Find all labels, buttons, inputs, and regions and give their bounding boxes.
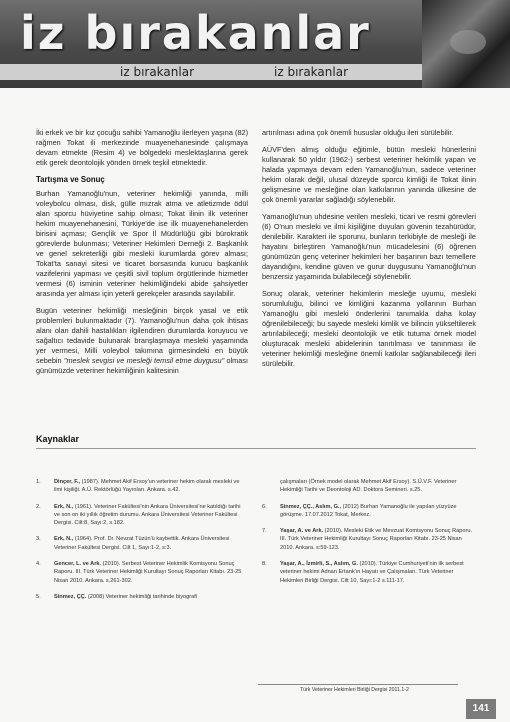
reference-item xyxy=(36,593,242,601)
reference-item xyxy=(36,560,242,585)
text-span: olması günümüzde veteriner hekimliğinin kalitesinin xyxy=(36,356,248,375)
reference-text: (1964). Prof. Dr. Nevzat Tüzün'ü kaybettik. Ankara Üniversitesi Veteriner Fakültesi Dergisi. Cilt 1, Sayı:1-2, s:3. xyxy=(54,536,230,551)
paragraph: İki erkek ve bir kız çocuğu sahibi Yamanoğlu ilerleyen yaşına (82) rağmen Tokat ili merkezinde muayenehanesinde çalışmaya devam etmekte (Resim 4) ve bölgedeki meslektaşlarına gerek etik gerek deontolojik yönden örnek teşkil etmektedir. xyxy=(36,128,248,167)
reference-item xyxy=(36,503,242,528)
reference-item xyxy=(36,535,242,552)
header-title: iz bırakanlar xyxy=(20,6,371,60)
reference-item xyxy=(262,503,474,520)
reference-item xyxy=(36,478,242,495)
reference-text: (2010). Türkiye Cumhuriyeti'nin ilk serbest veteriner hekimi Adnan Ertank'ın Hayatı ve Çalışmaları. Türk Veteriner Hekimleri Birliği Dergisi. Cilt 10, Sayı:1-2 s.111-17. xyxy=(280,561,464,584)
reference-authors: Sinmez, ÇÇ. xyxy=(54,593,87,600)
reference-text: (1987). Mehmet Akif Ersoy'un veteriner hekim olarak mesleki ve ilmi kişiliği. A.Ü. Rektörlüğü Yayınları. Ankara. s.42. xyxy=(54,479,240,494)
references-title: Kaynaklar xyxy=(36,434,80,444)
reference-number: 1. xyxy=(36,479,41,485)
reference-number: 5. xyxy=(36,593,41,600)
reference-item xyxy=(262,560,474,585)
divider xyxy=(36,448,476,449)
paragraph xyxy=(36,306,248,376)
header-sub-label-left: iz bırakanlar xyxy=(120,65,195,79)
header-photo xyxy=(422,0,510,88)
paragraph: artırılması adına çok önemli hususlar olduğu ileri sürülebilir. xyxy=(262,128,454,137)
reference-text: (2008) Veteriner hekimliği tarihinde biyografi xyxy=(86,593,198,600)
references-left xyxy=(36,478,242,609)
footer-journal: Türk Veteriner Hekimleri Birliği Dergisi 2011.1-2 xyxy=(300,687,409,693)
reference-text: çalışmaları (Örnek model olarak Mehmet Akif Ersoy). S.Ü.V.F. Veteriner Hekimliği Tarihi ve Deontoloji AD. Doktora Semineri. s.25. xyxy=(280,479,457,494)
reference-text: (2010). Serbest Veteriner Hekimlik Komisyonu Sonuç Raporu. III. Türk Veteriner Hekimliği Kurultayı Sonuç Raporları Kitabı. 23-25 Nisan 2010. Ankara. s.261-302. xyxy=(54,561,242,584)
paragraph: Burhan Yamanoğlu'nun, veteriner hekimliği yanında, milli voleybolcu olması, disk, gülle mızrak atma ve atletizmde ödül alan sporcu hüviyetine sahip olması; Tokat ilinin ilk veteriner hekim muayenehanesini, Türkiye'de ise ilk muayenehanelerden birisini açması; Gençlik ve Spor İl Müdürlüğü gibi bürokratik görevlerde bulunması; Veteriner Hekimleri Derneği 2. Başkanlık ve genel sekreterliği gibi mesleki kurumlarda görev alması; Tokat'ta sanayi sitesi ve ticaret borsasında kurucu başkanlık vazifelerini yapması ve çeşitli sivil toplum örgütlerinde hizmetler vermesi (6) isminin veteriner hekimliğindeki abide şahsiyetler arasında yer alması için yeterli gerekçeler arasında sayılabilir. xyxy=(36,189,248,298)
reference-authors: Gencer, L. ve Ark. xyxy=(54,561,102,568)
section-heading: Tartışma ve Sonuç xyxy=(36,175,105,184)
reference-authors: Erk, N., xyxy=(54,503,74,510)
text-span: Bugün veteriner hekimliği mesleğinin birçok yasal ve etik problemleri bulunmaktadır (7). Yamanoğlu'nun daha çok ihtisas alanı olan dahili hastalıkları ilgilendiren durumlarda koruyucu ve sağaltıcı tedavide bulunarak branşlaşmaya mesleki yaşamında yer vermesi, Milli voleybol takımına girmesindeki en büyük sebebin xyxy=(36,306,248,365)
right-column xyxy=(262,128,476,376)
paragraph: Sonuç olarak, veteriner hekimlerin mesleğe uyumu, mesleki sorumluluğu, bilinci ve kimliğini kazanma yollarının Burhan Yamanoğlu gibi mesleki önderlerini tanımakla daha kolay öğrenilebileceği; bu sayede mesleki kimlik ve bilincin yükseltilerek artırılabileceği; mesleki deontolojik ve etik tutuma örnek model oluşturacak mesleki abidelerinin tanıtılması ve tanınması ile veteriner hekimliği mesleğine önemli katkılar sağlanabileceği ileri sürülebilir. xyxy=(262,289,476,368)
reference-text: (2010). Mesleki Etik ve Mevzuat Komisyonu Sonuç Raporu. III. Türk Veteriner Hekimliği Kurultayı Sonuç Raporları Kitabı. 23-25 Nisan 2010. Ankara. s:59-123. xyxy=(280,528,473,551)
italic-quote: "meslek sevgisi ve mesleği temsil etme duygusu" xyxy=(63,356,225,365)
header-sub-band xyxy=(0,64,422,80)
reference-item xyxy=(262,527,474,552)
reference-text: (2012) Burhan Yamanoğlu ile yapılan yüzyüze görüşme. 17.07.2012 Tokat, Merkez. xyxy=(280,503,457,518)
reference-number: 6. xyxy=(262,503,267,510)
reference-authors: Yaşar, A. ve Ark. xyxy=(280,528,324,535)
page-number: 141 xyxy=(466,699,496,719)
footer-rule xyxy=(258,684,458,685)
reference-text: (1961). Veteriner Fakültesi'nin Ankara Üniversitesi'ne katıldığı tarihi ve son on iki yıllık öğretim durumu. Ankara Üniversitesi Veteriner Fakültesi Dergisi. Cilt:8, Sayı:2, s.182. xyxy=(54,503,241,527)
reference-number: 2. xyxy=(36,503,41,510)
reference-number: 3. xyxy=(36,536,41,543)
left-column xyxy=(36,128,248,383)
paragraph: Yamanoğlu'nun uhdesine verilen mesleki, ticari ve resmi görevleri (6) O'nun mesleki ve ilmi kişiliğine duyulan güvenin tezahürüdür, denilebilir. Karakteri ile sporunu, bunların terkibiyle de mesleği ile hayatını birleştiren Yamanoğlu'nun mücadelesini (6) öğrenen günümüzün genç veteriner hekimleri her başarının bazı temellere dayandığını, kendine güven ve gurur duygusunu Yamanoğlu'nun benzersiz yaşamında bulabileceği söylenebilir. xyxy=(262,212,476,281)
references-right xyxy=(262,478,474,593)
reference-number: 7. xyxy=(262,528,267,535)
paragraph: AÜVF'den almış olduğu eğitimle, bütün mesleki hünerlerini kullanarak 50 yıldır (1962-) serbest veteriner hekimlik yapan ve halada yapmaya devam eden Yamanoğlu'nun, sadece veteriner hekim olarak değil, ulusal düzeyde sporcu kimliği ile Tokat ilinin gelişmesine ve mesleğine olan katkılarının yanında ülkesine de çok önemli yararlar sağladığı söylenebilir. xyxy=(262,145,476,204)
reference-authors: Dinçer, F., xyxy=(54,479,81,485)
header-sub-label-right: iz bırakanlar xyxy=(274,65,349,79)
reference-authors: Sinmez, ÇÇ., Aslım, G., xyxy=(280,503,342,510)
reference-authors: Yaşar, A., İzmirli, S., Aslım, G. xyxy=(280,561,358,568)
reference-number: 4. xyxy=(36,561,41,568)
reference-authors: Erk, N., xyxy=(54,536,74,543)
reference-number: 8. xyxy=(262,561,267,568)
reference-item xyxy=(262,478,474,495)
